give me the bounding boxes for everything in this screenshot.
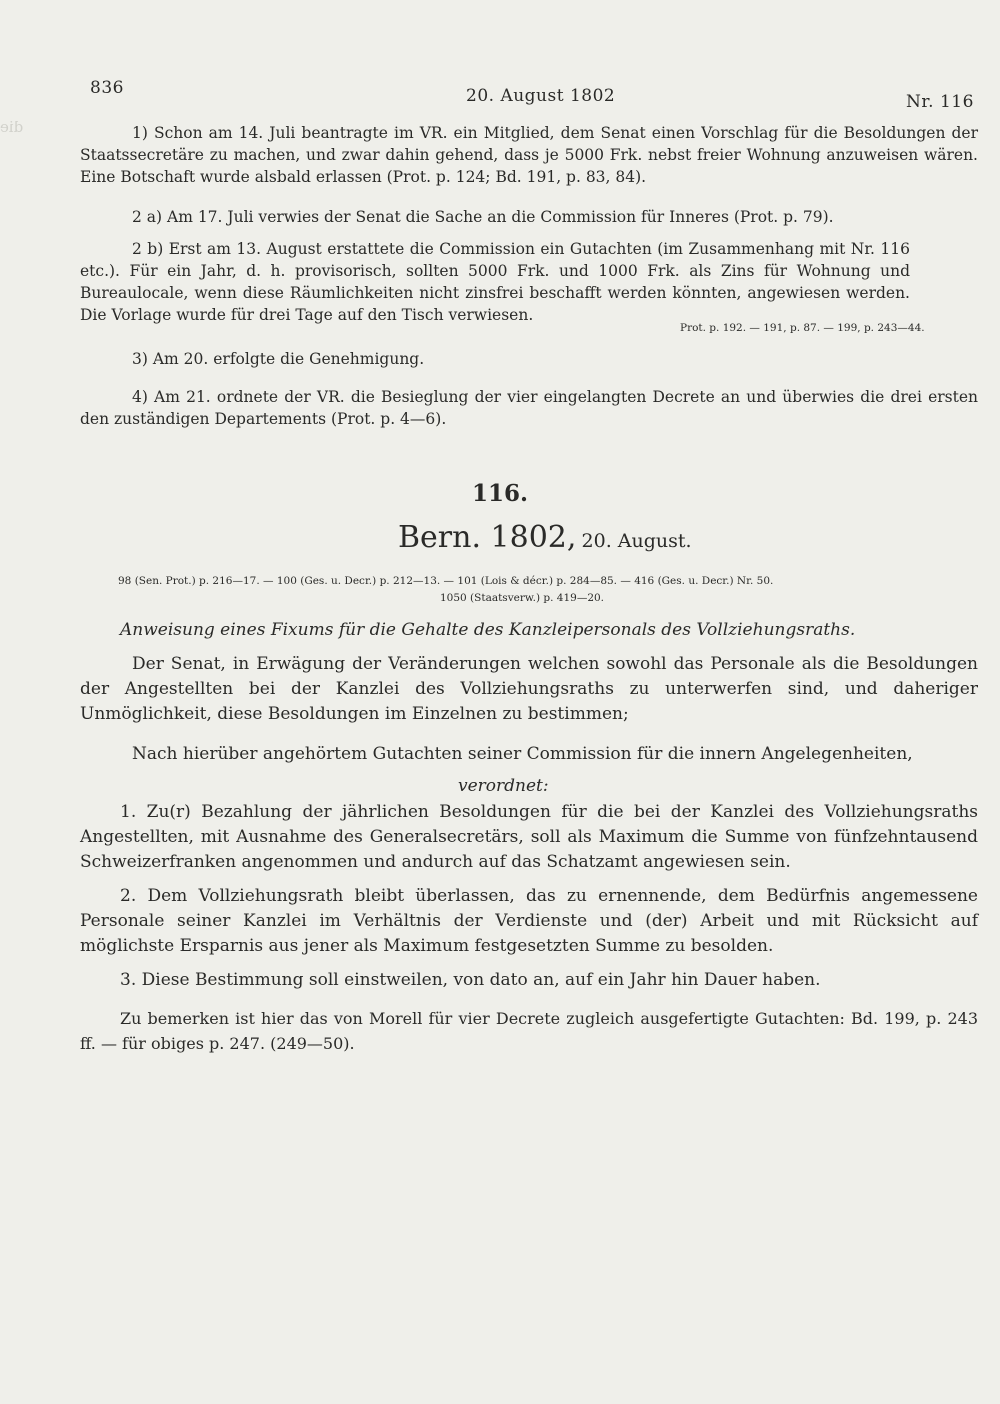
sources-line-1: 98 (Sen. Prot.) p. 216—17. — 100 (Ges. u. Decr.) p. 212—13. — 101 (Lois & décr.) p. 284—85. — 416 (Ges. u. Decr.) Nr. 50.	[118, 575, 774, 587]
note-3: 3) Am 20. erfolgte die Genehmigung.	[132, 350, 425, 368]
editorial-remark: Zu bemerken ist hier das von Morell für vier Decrete zugleich ausgefertigte Gutachten: Bd. 199, p. 243 ff. — für obiges p. 247. (249—50).	[80, 1009, 978, 1053]
place-year: Bern. 1802,	[398, 520, 577, 555]
article-1: 1. Zu(r) Bezahlung der jährlichen Besoldungen für die bei der Kanzlei des Vollziehungsraths Angestellten, mit Ausnahme des Generalsecretärs, soll als Maximum die Summe von fünfzehntausend Schweizerfranken angenommen und andurch auf das Schatzamt angewiesen sein.	[80, 802, 978, 872]
note-2b-reference: Prot. p. 192. — 191, p. 87. — 199, p. 243—44.	[680, 322, 925, 334]
verordnet-heading: verordnet:	[458, 776, 549, 796]
document-dateline	[398, 520, 692, 555]
preamble-1: Der Senat, in Erwägung der Veränderungen welchen sowohl das Personale als die Besoldungen der Angestellten bei der Kanzlei des Vollziehungsraths zu unterwerfen sind, und daheriger Unmöglichkeit, diese Besoldungen im Einzelnen zu bestimmen;	[80, 654, 978, 724]
document-title: Anweisung eines Fixums für die Gehalte des Kanzleipersonals des Vollziehungsraths.	[120, 620, 856, 640]
preamble-2: Nach hierüber angehörtem Gutachten seiner Commission für die innern Angelegenheiten,	[132, 744, 913, 764]
note-2a: 2 a) Am 17. Juli verwies der Senat die Sache an die Commission für Inneres (Prot. p. 79).	[132, 208, 834, 226]
sources-line-2: 1050 (Staatsverw.) p. 419—20.	[440, 592, 605, 604]
document-date: 20. August.	[581, 530, 692, 552]
note-4: 4) Am 21. ordnete der VR. die Besieglung der vier eingelangten Decrete an und überwies die drei ersten den zuständigen Departements (Prot. p. 4—6).	[80, 388, 978, 428]
note-1: 1) Schon am 14. Juli beantragte im VR. ein Mitglied, dem Senat einen Vorschlag für die Besoldungen der Staatssecretäre zu machen, und zwar dahin gehend, dass je 5000 Frk. nebst freier Wohnung anzuweisen wären. Eine Botschaft wurde alsbald erlassen (Prot. p. 124; Bd. 191, p. 83, 84).	[80, 124, 978, 186]
header-date: 20. August 1802	[466, 86, 616, 106]
header-doc-number: Nr. 116	[906, 92, 974, 112]
bleed-through-text: die	[0, 118, 24, 136]
page-number: 836	[90, 78, 124, 98]
article-3: 3. Diese Bestimmung soll einstweilen, von dato an, auf ein Jahr hin Dauer haben.	[120, 970, 821, 990]
document-number: 116.	[471, 480, 529, 507]
note-2b: 2 b) Erst am 13. August erstattete die Commission ein Gutachten (im Zusammenhang mit Nr. 116 etc.). Für ein Jahr, d. h. provisorisch, sollten 5000 Frk. und 1000 Frk. als Zins für Wohnung und Bureaulocale, wenn diese Räumlichkeiten nicht zinsfrei beschafft werden könnten, angewiesen werden. Die Vorlage wurde für drei Tage auf den Tisch verwiesen.	[80, 240, 910, 324]
article-2: 2. Dem Vollziehungsrath bleibt überlassen, das zu ernennende, dem Bedürfnis angemessene Personale seiner Kanzlei im Verhältnis der Verdienste und (der) Arbeit und mit Rücksicht auf möglichste Ersparnis aus jener als Maximum festgesetzten Summe zu besolden.	[80, 886, 978, 956]
